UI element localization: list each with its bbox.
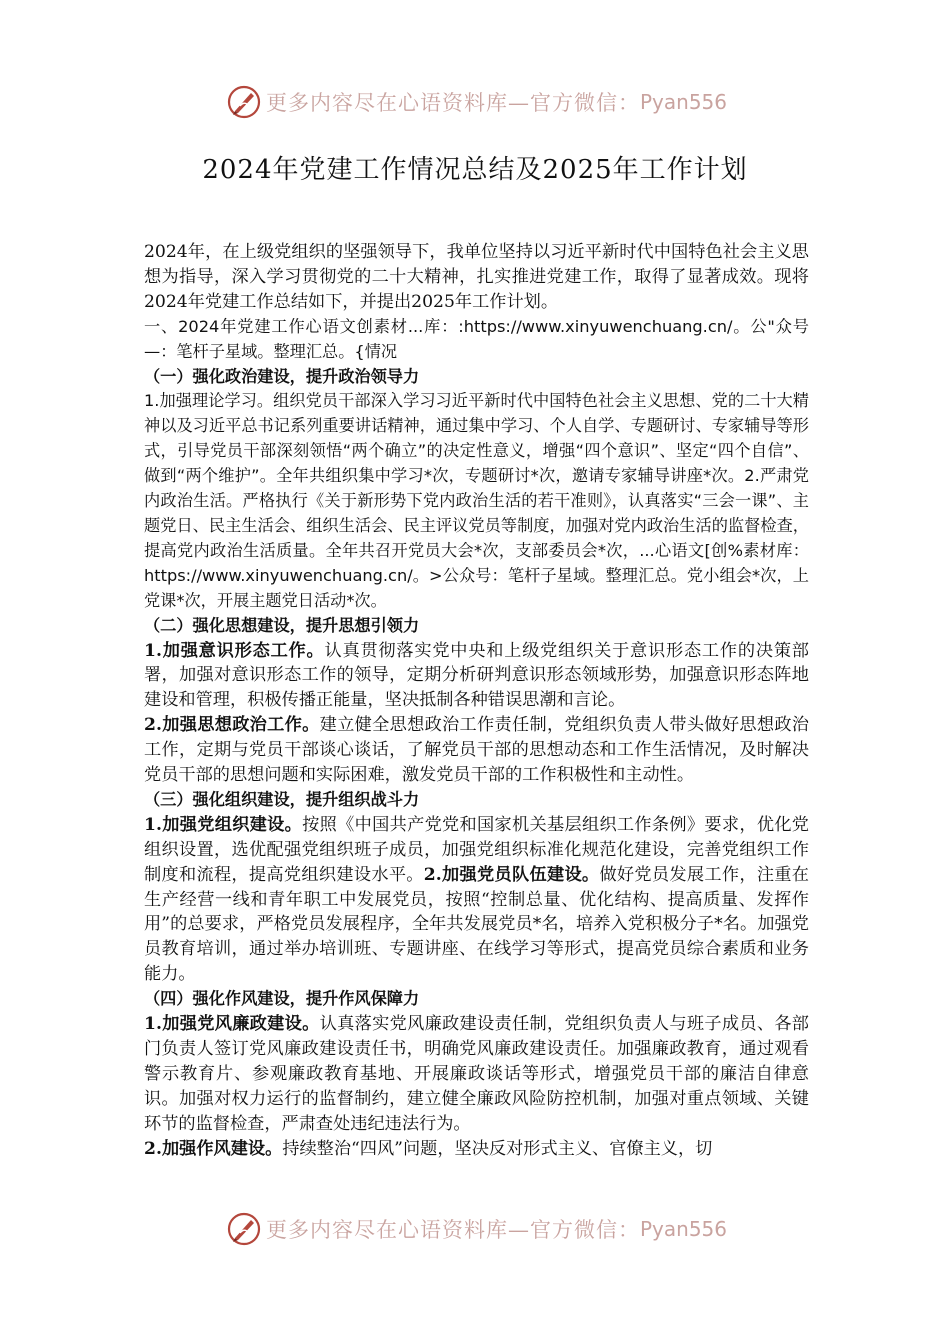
paragraph-text: 做好党员发展工作，注重在生产经营一线和青年职工中发展党员，按照“控制总量、优化结构、提高质量、发挥作用”的总要求，严格党员发展程序，全年共发展党员*名，培养入党积极分子*名。加强党员教育培训，通过举办培训班、专题讲座、在线学习等形式，提高党员综合素质和业务能力。 [144, 864, 809, 985]
pen-seal-icon [226, 1211, 262, 1247]
subsection-4-paragraph-2 [144, 1137, 809, 1162]
watermark-text: 更多内容尽在心语资料库—官方微信： [266, 91, 640, 115]
watermark-banner-bottom [226, 1209, 726, 1249]
document-title: 2024年党建工作情况总结及2025年工作计划 [202, 155, 748, 185]
paragraph-text: 按照《中国共产党党和国家机关基层组织工作条例》要求，优化党组织设置，选优配强党组织班子成员，加强党组织标准化规范化建设，完善党组织工作制度和流程，提高党组织建设水平。 [144, 814, 809, 885]
subsection-2-paragraph-2 [144, 713, 809, 788]
watermark-wechat-id: Pyan556 [640, 1217, 728, 1241]
subsection-heading-3: （三）强化组织建设，提升组织战斗力 [144, 789, 420, 809]
intro-paragraph: 2024年，在上级党组织的坚强领导下，我单位坚持以习近平新时代中国特色社会主义思想为指导，深入学习贯彻党的二十大精神，扎实推进党建工作，取得了显著成效。现将2024年党建工作总结如下，并提出2025年工作计划。 [144, 242, 809, 312]
watermark-banner-top [226, 82, 726, 122]
paragraph-text: 认真落实党风廉政建设责任制，党组织负责人与班子成员、各部门负责人签订党风廉政建设责任书，明确党风廉政建设责任。加强廉政教育，通过观看警示教育片、参观廉政教育基地、开展廉政谈话等形式，增强党员干部的廉洁自律意识。加强对权力运行的监督制约，建立健全廉政风险防控机制，加强对重点领域、关键环节的监督检查，严肃查处违纪违法行为。 [144, 1014, 809, 1134]
subsection-heading-1: （一）强化政治建设，提升政治领导力 [144, 366, 420, 386]
paragraph-lead: 1.加强意识形态工作。 [144, 640, 325, 661]
subsection-heading-4: （四）强化作风建设，提升作风保障力 [144, 989, 420, 1009]
paragraph-lead: 1.加强党组织建设。 [144, 814, 303, 835]
pen-seal-icon [226, 84, 262, 120]
subsection-2-paragraph-1 [144, 639, 809, 714]
paragraph-lead: 1.加强党风廉政建设。 [144, 1014, 320, 1035]
paragraph-lead: 2.加强党员队伍建设。 [423, 864, 600, 885]
paragraph-lead: 2.加强作风建设。 [144, 1138, 283, 1159]
paragraph-lead: 2.加强思想政治工作。 [144, 715, 320, 736]
subsection-heading-2: （二）强化思想建设，提升思想引领力 [144, 615, 420, 635]
watermark-text: 更多内容尽在心语资料库—官方微信： [266, 1218, 640, 1242]
subsection-1-paragraph: 1.加强理论学习。组织党员干部深入学习习近平新时代中国特色社会主义思想、党的二十大精神以及习近平总书记系列重要讲话精神，通过集中学习、个人自学、专题研讨、专家辅导等形式，引导党员干部深刻领悟“两个确立”的决定性意义，增强“四个意识”、坚定“四个自信”、做到“两个维护”。全年共组织集中学习*次，专题研讨*次，邀请专家辅导讲座*次。2.严肃党内政治生活。严格执行《关于新形势下党内政治生活的若干准则》，认真落实“三会一课”、主题党日、民主生活会、组织生活会、民主评议党员等制度，加强对党内政治生活的监督检查，提高党内政治生活质量。全年共召开党员大会*次，支部委员会*次，...心语文[创%素材库：https://www.xinyuwenchuang.cn/。>公众号：笔杆子星域。整理汇总。党小组会*次，上党课*次，开展主题党日活动*次。 [144, 391, 809, 610]
paragraph-text: 认真贯彻落实党中央和上级党组织关于意识形态工作的决策部署，加强对意识形态工作的领导，定期分析研判意识形态领域形势，加强意识形态阵地建设和管理，积极传播正能量，坚决抵制各种错误思潮和言论。 [144, 640, 809, 711]
document-body [144, 240, 809, 1162]
section-heading-1: 一、2024年党建工作心语文创素材...库：:https://www.xinyuwenchuang.cn/。公"众号—：笔杆子星域。整理汇总。{情况 [144, 316, 809, 361]
watermark-wechat-id: Pyan556 [640, 90, 728, 114]
paragraph-text: 持续整治“四风”问题，坚决反对形式主义、官僚主义，切 [282, 1138, 713, 1159]
paragraph-text: 建立健全思想政治工作责任制，党组织负责人带头做好思想政治工作，定期与党员干部谈心谈话，了解党员干部的思想动态和工作生活情况，及时解决党员干部的思想问题和实际困难，激发党员干部的工作积极性和主动性。 [144, 715, 809, 786]
subsection-4-paragraph-1 [144, 1012, 809, 1137]
subsection-3-paragraph [144, 813, 809, 987]
